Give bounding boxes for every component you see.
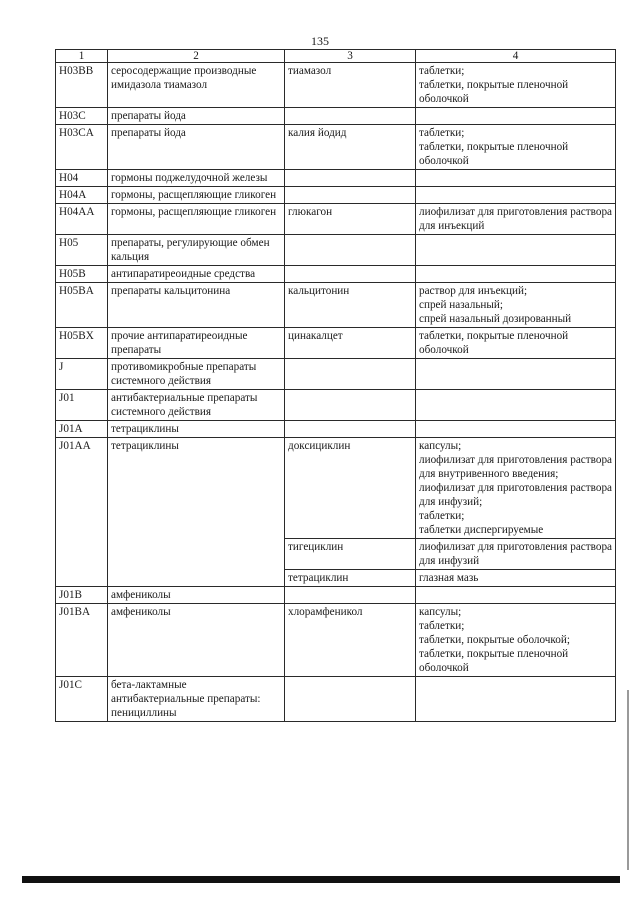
table-row [56, 235, 616, 266]
atc-code-cell: J01C [56, 677, 108, 722]
atc-group-cell: амфениколы [108, 604, 285, 677]
table-row [56, 63, 616, 108]
dosage-forms-cell [416, 539, 616, 570]
dosage-forms-cell [416, 438, 616, 539]
dosage-forms-cell [416, 204, 616, 235]
drug-name-cell [285, 677, 416, 722]
dosage-forms-cell [416, 328, 616, 359]
atc-code-cell: H05 [56, 235, 108, 266]
dosage-forms-cell [416, 63, 616, 108]
atc-group-cell: препараты кальцитонина [108, 283, 285, 328]
dosage-form: капсулы; [419, 606, 462, 618]
drug-name-cell [285, 108, 416, 125]
dosage-form: таблетки; [419, 510, 465, 522]
dosage-form: лиофилизат для приготовления раствора для инфузий; [419, 482, 612, 508]
drug-name-cell: кальцитонин [285, 283, 416, 328]
dosage-form: таблетки, покрытые пленочной оболочкой [419, 330, 569, 356]
page-number: 135 [311, 34, 329, 48]
atc-code-cell: J01B [56, 587, 108, 604]
table-row [56, 108, 616, 125]
atc-group-cell: прочие антипаратиреоидные препараты [108, 328, 285, 359]
column-header: 1 [56, 50, 108, 63]
dosage-form: таблетки, покрытые пленочной оболочкой [419, 79, 569, 105]
dosage-forms-cell [416, 266, 616, 283]
atc-group-cell: тетрациклины [108, 438, 285, 587]
atc-group-cell: гормоны, расщепляющие гликоген [108, 187, 285, 204]
dosage-form: глазная мазь [419, 572, 479, 584]
atc-code-cell: H04AA [56, 204, 108, 235]
table-row [56, 587, 616, 604]
atc-group-cell: препараты йода [108, 108, 285, 125]
drug-name-cell: тиамазол [285, 63, 416, 108]
right-margin-scan-mark [627, 690, 629, 870]
table-row [56, 604, 616, 677]
table-row [56, 283, 616, 328]
column-header: 2 [108, 50, 285, 63]
table-row [56, 170, 616, 187]
table-row [56, 328, 616, 359]
dosage-form: таблетки; [419, 65, 465, 77]
drug-name-cell: хлорамфеникол [285, 604, 416, 677]
dosage-form: таблетки диспергируемые [419, 524, 544, 536]
atc-group-cell: гормоны поджелудочной железы [108, 170, 285, 187]
atc-code-cell: H04A [56, 187, 108, 204]
dosage-form: капсулы; [419, 440, 462, 452]
atc-code-cell: H03CA [56, 125, 108, 170]
atc-code-cell: J01BA [56, 604, 108, 677]
drug-name-cell: калия йодид [285, 125, 416, 170]
atc-group-cell: амфениколы [108, 587, 285, 604]
dosage-form: лиофилизат для приготовления раствора для инфузий [419, 541, 612, 567]
dosage-forms-cell [416, 235, 616, 266]
drug-name-cell: тетрациклин [285, 570, 416, 587]
table-row [56, 390, 616, 421]
atc-code-cell: H05B [56, 266, 108, 283]
drug-name-cell: глюкагон [285, 204, 416, 235]
atc-group-cell: гормоны, расщепляющие гликоген [108, 204, 285, 235]
table-row [56, 438, 616, 539]
dosage-form: таблетки, покрытые пленочной оболочкой [419, 141, 569, 167]
dosage-form: лиофилизат для приготовления раствора для внутривенного введения; [419, 454, 612, 480]
dosage-forms-cell [416, 125, 616, 170]
dosage-forms-cell [416, 677, 616, 722]
drug-list-table [55, 49, 616, 722]
atc-code-cell: J01A [56, 421, 108, 438]
atc-group-cell: противомикробные препараты системного действия [108, 359, 285, 390]
atc-code-cell: H04 [56, 170, 108, 187]
dosage-form: таблетки, покрытые пленочной оболочкой [419, 648, 569, 674]
dosage-form: раствор для инъекций; [419, 285, 528, 297]
bottom-scan-border [22, 876, 620, 883]
drug-name-cell [285, 170, 416, 187]
atc-code-cell: J01 [56, 390, 108, 421]
dosage-form: таблетки, покрытые оболочкой; [419, 634, 570, 646]
dosage-forms-cell [416, 604, 616, 677]
drug-name-cell [285, 587, 416, 604]
table-row [56, 125, 616, 170]
atc-code-cell: J01AA [56, 438, 108, 587]
dosage-forms-cell [416, 108, 616, 125]
drug-name-cell [285, 359, 416, 390]
table-row [56, 421, 616, 438]
dosage-forms-cell [416, 421, 616, 438]
atc-group-cell: бета-лактамные антибактериальные препараты: пенициллины [108, 677, 285, 722]
dosage-form: лиофилизат для приготовления раствора для инъекций [419, 206, 612, 232]
column-header: 3 [285, 50, 416, 63]
dosage-form: спрей назальный дозированный [419, 313, 572, 325]
atc-group-cell: препараты, регулирующие обмен кальция [108, 235, 285, 266]
drug-name-cell [285, 266, 416, 283]
dosage-form: таблетки; [419, 127, 465, 139]
drug-name-cell: цинакалцет [285, 328, 416, 359]
dosage-forms-cell [416, 587, 616, 604]
atc-code-cell: H03C [56, 108, 108, 125]
table-row [56, 187, 616, 204]
dosage-forms-cell [416, 170, 616, 187]
dosage-form: таблетки; [419, 620, 465, 632]
table-row [56, 359, 616, 390]
table-row [56, 677, 616, 722]
atc-group-cell: антибактериальные препараты системного действия [108, 390, 285, 421]
atc-group-cell: препараты йода [108, 125, 285, 170]
drug-name-cell [285, 187, 416, 204]
dosage-forms-cell [416, 359, 616, 390]
drug-name-cell: тигециклин [285, 539, 416, 570]
table-header-row [56, 50, 616, 63]
dosage-forms-cell [416, 187, 616, 204]
atc-group-cell: серосодержащие производные имидазола тиамазол [108, 63, 285, 108]
atc-code-cell: J [56, 359, 108, 390]
atc-code-cell: H05BA [56, 283, 108, 328]
table-row [56, 204, 616, 235]
column-header: 4 [416, 50, 616, 63]
dosage-forms-cell [416, 570, 616, 587]
drug-name-cell: доксициклин [285, 438, 416, 539]
atc-group-cell: антипаратиреоидные средства [108, 266, 285, 283]
drug-name-cell [285, 421, 416, 438]
atc-code-cell: H05BX [56, 328, 108, 359]
table-body [56, 63, 616, 722]
table-row [56, 266, 616, 283]
drug-name-cell [285, 390, 416, 421]
dosage-forms-cell [416, 390, 616, 421]
atc-group-cell: тетрациклины [108, 421, 285, 438]
dosage-form: спрей назальный; [419, 299, 504, 311]
atc-code-cell: H03BB [56, 63, 108, 108]
dosage-forms-cell [416, 283, 616, 328]
drug-name-cell [285, 235, 416, 266]
